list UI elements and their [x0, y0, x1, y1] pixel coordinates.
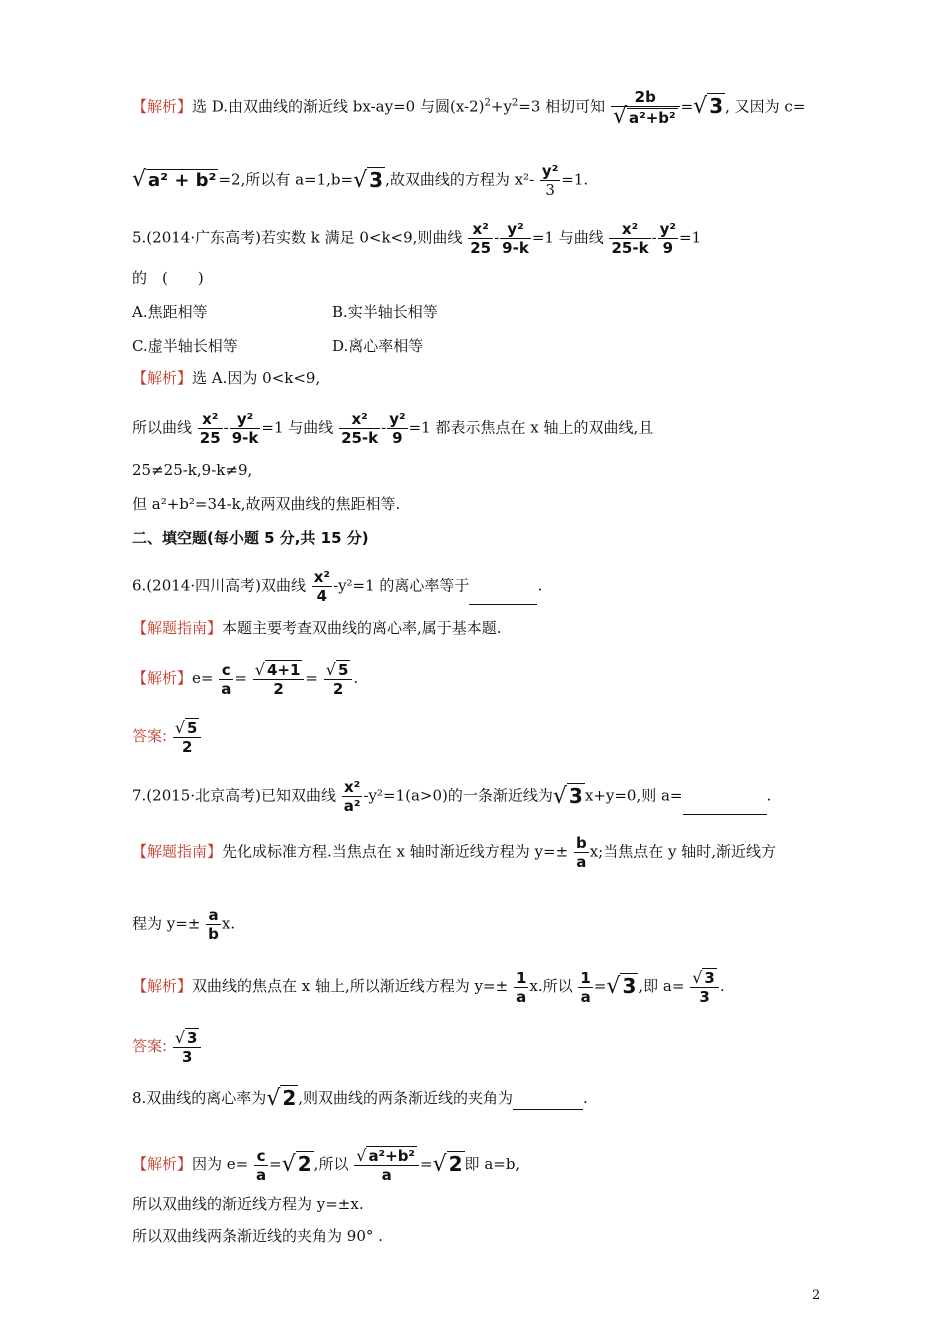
option-a: A.焦距相等	[132, 303, 208, 321]
answer-blank[interactable]	[513, 1089, 583, 1110]
answer-7: 答案: $\frac{√ 3}{3}$	[132, 1028, 202, 1066]
answer-blank[interactable]	[469, 584, 537, 605]
question-7-hint-1: 【解题指南】先化成标准方程.当焦点在 x 轴时渐近线方程为 y=± $\frac{b}{a}$ x;当焦点在 y 轴时,渐近线方	[132, 834, 776, 871]
question-5-continuation: 的 ( )	[132, 269, 204, 287]
analysis-8-line-2: 所以双曲线的渐近线方程为 y=±x.	[132, 1195, 364, 1213]
answer-6: 答案: $\frac{√ 5}{2}$	[132, 718, 202, 756]
option-b: B.实半轴长相等	[332, 303, 438, 321]
question-8-stem: 8.双曲线的离心率为√ 2 ,则双曲线的两条渐近线的夹角为 .	[132, 1086, 588, 1111]
option-c: C.虚半轴长相等	[132, 337, 238, 355]
analysis-8-line-3: 所以双曲线两条渐近线的夹角为 90° .	[132, 1227, 383, 1245]
analysis-6: 【解析】e= $\frac{c}{a}$ = $\frac{√ 4+1}{2}$ = $\frac{√ 5}{2}$ .	[132, 660, 359, 698]
question-7-hint-2: 程为 y=± $\frac{a}{b}$ x.	[132, 906, 236, 943]
analysis-5-line-1: 【解析】选 A.因为 0<k<9,	[132, 369, 321, 387]
analysis-8-line-1: 【解析】因为 e= $\frac{c}{a}$ =√ 2 ,所以 $\frac{\text{√ a²+b²}}{a}$ =√ 2 即 a=b,	[132, 1146, 521, 1184]
question-5-stem: 5.(2014·广东高考)若实数 k 满足 0<k<9,则曲线 $\frac{\text{x²}}{25}$ - $\frac{\text{y²}}{9-k}$ =1 与曲线 $\frac{\text{x²}}{25-k}$ - $\frac{\text{y²}}{9}$ =1	[132, 220, 702, 257]
page-number: 2	[812, 1288, 821, 1303]
question-6-stem: 6.(2014·四川高考)双曲线 $\frac{\text{x²}}{4}$ -y²=1 的离心率等于 .	[132, 568, 543, 605]
question-7-stem: 7.(2015·北京高考)已知双曲线 $\frac{\text{x²}}{\text{a²}}$ -y²=1(a>0)的一条渐近线为√ 3 x+y=0,则 a= .	[132, 778, 772, 815]
fraction: $\frac{2b}{\text{√ a²+b²}}$	[611, 88, 680, 127]
option-d: D.离心率相等	[332, 337, 424, 355]
sqrt-expression: √ a² + b²	[132, 167, 217, 192]
analysis-7: 【解析】双曲线的焦点在 x 轴上,所以渐近线方程为 y=± $\frac{1}{a}$ x.所以 $\frac{1}{a}$ =√ 3 ,即 a= $\frac{√ 3}{3}$ .	[132, 968, 725, 1006]
analysis-4-line-2: √ a² + b² =2,所以有 a=1,b=√ 3 ,故双曲线的方程为 x²- $\frac{\text{y²}}{3}$ =1.	[132, 162, 589, 199]
analysis-tag: 【解析】	[132, 97, 193, 116]
analysis-5-line-2: 所以曲线 $\frac{\text{x²}}{25}$ - $\frac{\text{y²}}{9-k}$ =1 与曲线 $\frac{\text{x²}}{25-k}$ - $\frac{\text{y²}}{9}$ =1 都表示焦点在 x 轴上的双曲线,且	[132, 410, 654, 447]
analysis-5-line-3: 25≠25-k,9-k≠9,	[132, 461, 253, 479]
answer-blank[interactable]	[683, 794, 767, 815]
sqrt-3: √ 3	[693, 94, 724, 120]
question-6-hint: 【解题指南】本题主要考查双曲线的离心率,属于基本题.	[132, 619, 502, 637]
analysis-4-line-1: 【解析】选 D.由双曲线的渐近线 bx-ay=0 与圆$(x-2)^2+y^2=3$ 相切可知 $\frac{2b}{\text{√ a²+b²}}$ =√ 3 , 又因为 c=	[132, 88, 806, 129]
analysis-5-line-4: 但 a²+b²=34-k,故两双曲线的焦距相等.	[132, 495, 401, 513]
section-heading: 二、填空题(每小题 5 分,共 15 分)	[132, 529, 369, 547]
